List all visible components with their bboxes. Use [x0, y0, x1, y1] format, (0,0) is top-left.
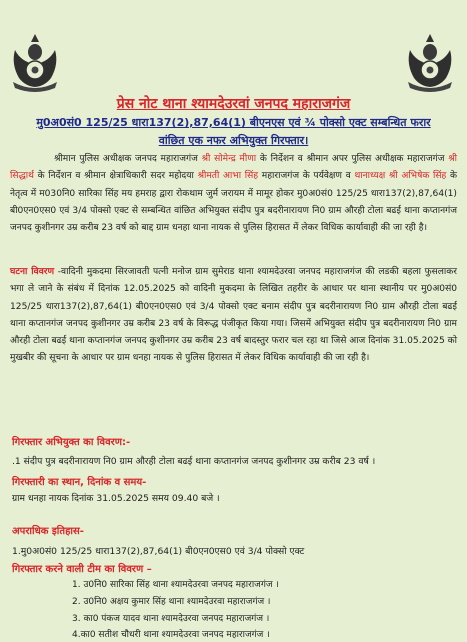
arrest-place-line: ग्राम धनहा नायक दिनांक 31.05.2025 समय 09.40 बजे । [12, 493, 220, 504]
intro-text-3: के निर्देशन व श्रीमान क्षेत्राधिकारी सदर महोदया [33, 171, 198, 182]
co-name: श्रीमती आभा सिंह [197, 171, 259, 182]
criminal-history-line: 1.मु0अ0सं0 125/25 धारा137(2),87,64(1) बी0एन0एस0 एवं 3/4 पोक्सो एक्ट [12, 546, 305, 557]
so-name: थानाध्यक्ष श्री अभिषेक सिंह [354, 171, 447, 182]
arrest-place-heading: गिरफ्तारी का स्थान, दिनांक व समय- [12, 477, 147, 488]
subject-line-1: मु0अ0सं0 125/25 धारा137(2),87,64(1) बीएनएस एवं ¾ पोक्सो एक्ट सम्बन्धित फरार [36, 116, 431, 129]
accused-line: .1 संदीप पुत्र बदरीनारायण नि0 ग्राम औरही टोला बढई थाना कप्तानगंज जनपद कुशीनगर उम्र करीब 23 वर्ष । [12, 456, 376, 467]
intro-text-4: महाराजगंज के पर्यवेक्षण व [258, 171, 355, 182]
team-member: 2. उ0नि0 अक्षय कुमार सिंह थाना श्यामदेउरवा महाराजगंज । [72, 597, 271, 607]
incident-paragraph [10, 264, 457, 368]
team-heading: गिरफ्तार करने वाली टीम का विवरण – [12, 564, 152, 575]
up-police-emblem-icon [400, 32, 460, 94]
criminal-history-heading: अपराधिक इतिहास- [12, 526, 84, 537]
incident-label: घटना विवरण [10, 267, 55, 277]
incident-text: -वादिनी मुकदमा सिरजावती पत्नी मनोज ग्राम सुमेराड थाना श्यामदेउरवा जनपद महाराजगंज की लडकी बहला फुसलाकर भगा ले जाने के संबंध में दिनांक 12.05.2025 को वादिनी मुकदमा के लिखित तहरीर के आधार पर थाना स्थानीय पर मु0अ0सं0 125/25 धारा137(2),87,64(1) बी0एन0एस0 एवं 3/4 पोक्सो एक्ट बनाम संदीप पुत्र बदरीनारायण नि0 ग्राम औरही टोला बढई थाना कप्तानगंज जनपद कुशीनगर उम्र करीब 23 वर्ष के विरूद्ध पंजीकृत किया गया। जिसमें अभियुक्त संदीप पुत्र बदरीनारायण नि0 ग्राम औरही टोला बढई थाना कप्तानगंज जनपद कुशीनगर उम्र करीब 23 वर्ष बादस्तुर फरार चल रहा था जिसे आज दिनांक 31.05.2025 को मुखबीर की सूचना के आधार पर ग्राम धनहा नायक से पुलिस हिरासत में लेकर विधिक कार्यावाही की जा रही है। [10, 267, 457, 364]
intro-text-5: के नेतृत्व में म030नि0 सारिका सिंह मय हमराह द्वारा रोकथाम जुर्म जरायम में मामूर होकर मु0अ0सं0 125/25 धारा137(2),87,64(1) बी0एन0एस0 एवं 3/4 पोक्सो एक्ट से सम्बन्धित वांछित अभियुक्त संदीप पुत्र बदरीनारायण नि0 ग्राम औरही टोला बढई थाना कप्तानगंज जनपद कुशीनगर उम्र करीब 23 वर्ष को बाद्द ग्राम धनहा थाना नायक से पुलिस हिरासत में लेकर विधिक कार्यावाही की जा रही है। [10, 171, 457, 234]
accused-heading: गिरफ्तार अभियुक्त का विवरण:- [12, 437, 131, 448]
case-subject [22, 114, 445, 150]
intro-text-1: श्रीमान पुलिस अधीक्षक जनपद महाराजगंज [54, 154, 202, 164]
subject-line-2: वांछित एक नफर अभियुक्त गिरफ्तार। [158, 134, 309, 147]
press-note-title: प्रेस नोट थाना श्यामदेउरवां जनपद महाराजगंज [116, 96, 351, 112]
team-member: 1. उ0नि0 सारिका सिंह थाना श्यामदेउरवा जनपद महाराजगंज । [72, 580, 279, 590]
sp-name: श्री सोमेन्द्र मीणा [201, 154, 257, 164]
up-police-emblem-icon [5, 32, 65, 94]
team-member: 3. का0 पंकज यादव थाना श्यामदेउरवा जनपद महाराजगंज । [72, 614, 270, 624]
intro-paragraph [10, 151, 457, 237]
intro-text-2: के निर्देशन व श्रीमान अपर पुलिस अधीक्षक महाराजगंज [256, 154, 449, 164]
team-member: 4.का0 सतीश चौधरी थाना श्यामदेउरवा जनपद महाराजगंज । [72, 630, 270, 640]
asp-name: श्री सिद्धार्थ [10, 154, 458, 182]
